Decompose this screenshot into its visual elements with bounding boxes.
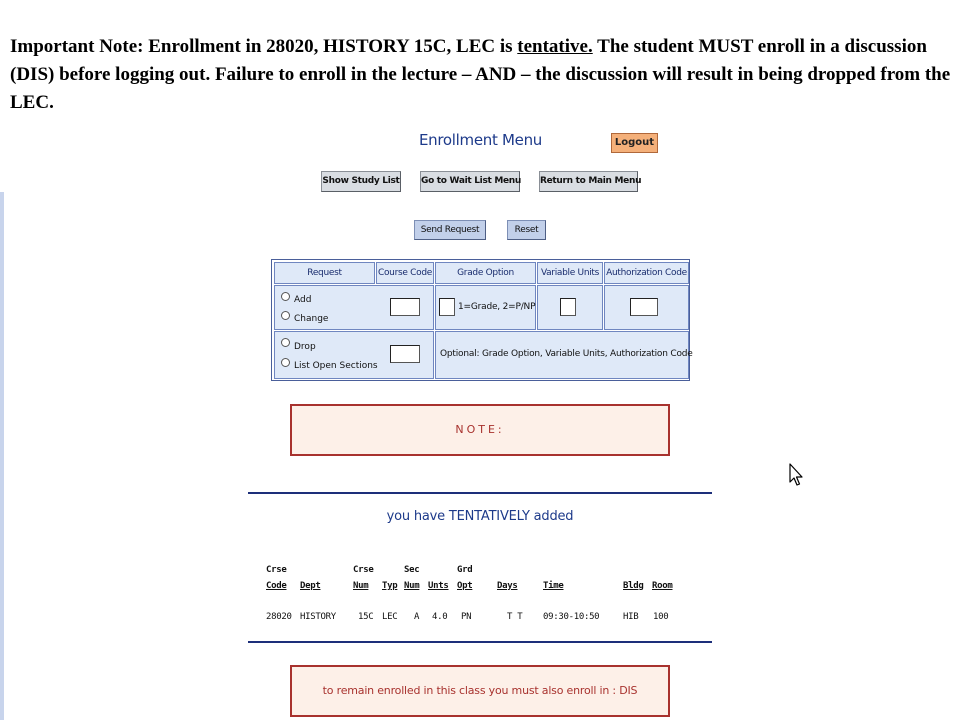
hdr-unts: Unts <box>428 581 449 591</box>
change-radio[interactable] <box>281 311 290 320</box>
row-bldg: HIB <box>623 612 639 622</box>
row-opt: PN <box>461 612 472 622</box>
header-grade-option: Grade Option <box>435 262 536 284</box>
tentative-title: you have TENTATIVELY added <box>386 509 574 524</box>
row-room: 100 <box>653 612 669 622</box>
left-edge-bar <box>0 192 4 720</box>
show-study-list-button[interactable]: Show Study List <box>321 171 401 192</box>
note-part1: Important Note: Enrollment in 28020, HISTORY 15C, LEC is <box>10 36 518 57</box>
hdr-time-text: Time <box>543 581 564 591</box>
hdr-dept: Dept <box>300 581 321 591</box>
dis-notice-box: to remain enrolled in this class you must also enroll in : DIS <box>290 665 670 717</box>
hdr-grd: Grd <box>457 565 473 575</box>
authorization-code-cell <box>604 285 689 330</box>
row-num: 15C <box>358 612 374 622</box>
row-dept: HISTORY <box>300 612 336 622</box>
hdr-code: Code <box>266 581 287 591</box>
optional-info-cell <box>435 331 693 379</box>
header-authorization-code: Authorization Code <box>604 262 689 284</box>
note-part2: The student MUST enroll in a discussion (DIS) before logging out. Failure to enroll in the lecture – AND – the discussion will result in being dropped from the LEC. <box>10 36 951 113</box>
hdr-sec: Sec <box>404 565 420 575</box>
list-open-sections-radio[interactable] <box>281 358 290 367</box>
variable-units-input[interactable] <box>560 298 576 316</box>
hdr-sec-num: Num <box>404 581 420 591</box>
row-days: T T <box>507 612 523 622</box>
hdr-bldg: Bldg <box>623 581 644 591</box>
hdr-typ: Typ <box>382 581 398 591</box>
request-table <box>271 259 693 381</box>
hdr-crse2: Crse <box>353 565 374 575</box>
hdr-num: Num <box>353 581 369 591</box>
hdr-room: Room <box>652 581 673 591</box>
change-label: Change <box>294 314 329 324</box>
optional-hint: Optional: Grade Option, Variable Units, Authorization Code <box>440 349 693 359</box>
note-box: NOTE: <box>290 404 670 456</box>
authorization-code-input[interactable] <box>630 298 658 316</box>
hdr-crse: Crse <box>266 565 287 575</box>
row-typ: LEC <box>382 612 398 622</box>
grade-option-input[interactable] <box>439 298 455 316</box>
add-label: Add <box>294 295 312 305</box>
add-radio[interactable] <box>281 292 290 301</box>
header-course-code: Course Code <box>376 262 434 284</box>
note-underlined: tentative. <box>517 36 593 57</box>
course-code-input-drop[interactable] <box>390 345 420 363</box>
list-open-sections-label: List Open Sections <box>294 361 378 371</box>
slide-important-note <box>10 33 955 117</box>
send-request-button[interactable]: Send Request <box>414 220 486 240</box>
grade-option-cell <box>435 285 536 330</box>
row-sec: A <box>414 612 420 622</box>
divider-bottom <box>248 641 712 643</box>
drop-label: Drop <box>294 342 316 352</box>
row-time: 09:30-10:50 <box>543 612 600 622</box>
header-variable-units: Variable Units <box>537 262 603 284</box>
divider-top <box>248 492 712 494</box>
return-main-menu-button[interactable]: Return to Main Menu <box>539 171 638 192</box>
hdr-days: Days <box>497 581 518 591</box>
wait-list-menu-button[interactable]: Go to Wait List Menu <box>420 171 520 192</box>
course-code-input-add[interactable] <box>390 298 420 316</box>
hdr-time <box>543 581 617 591</box>
mouse-pointer-icon <box>789 463 803 487</box>
row-code: 28020 <box>266 612 292 622</box>
hdr-opt: Opt <box>457 581 473 591</box>
request-add-change-cell <box>274 285 434 330</box>
grade-option-hint: 1=Grade, 2=P/NP <box>458 302 536 312</box>
drop-radio[interactable] <box>281 338 290 347</box>
logout-button[interactable]: Logout <box>611 133 658 153</box>
page-title: Enrollment Menu <box>419 131 543 149</box>
variable-units-cell <box>537 285 603 330</box>
reset-button[interactable]: Reset <box>507 220 546 240</box>
row-units: 4.0 <box>432 612 448 622</box>
header-request: Request <box>274 262 375 284</box>
request-drop-list-cell <box>274 331 434 379</box>
